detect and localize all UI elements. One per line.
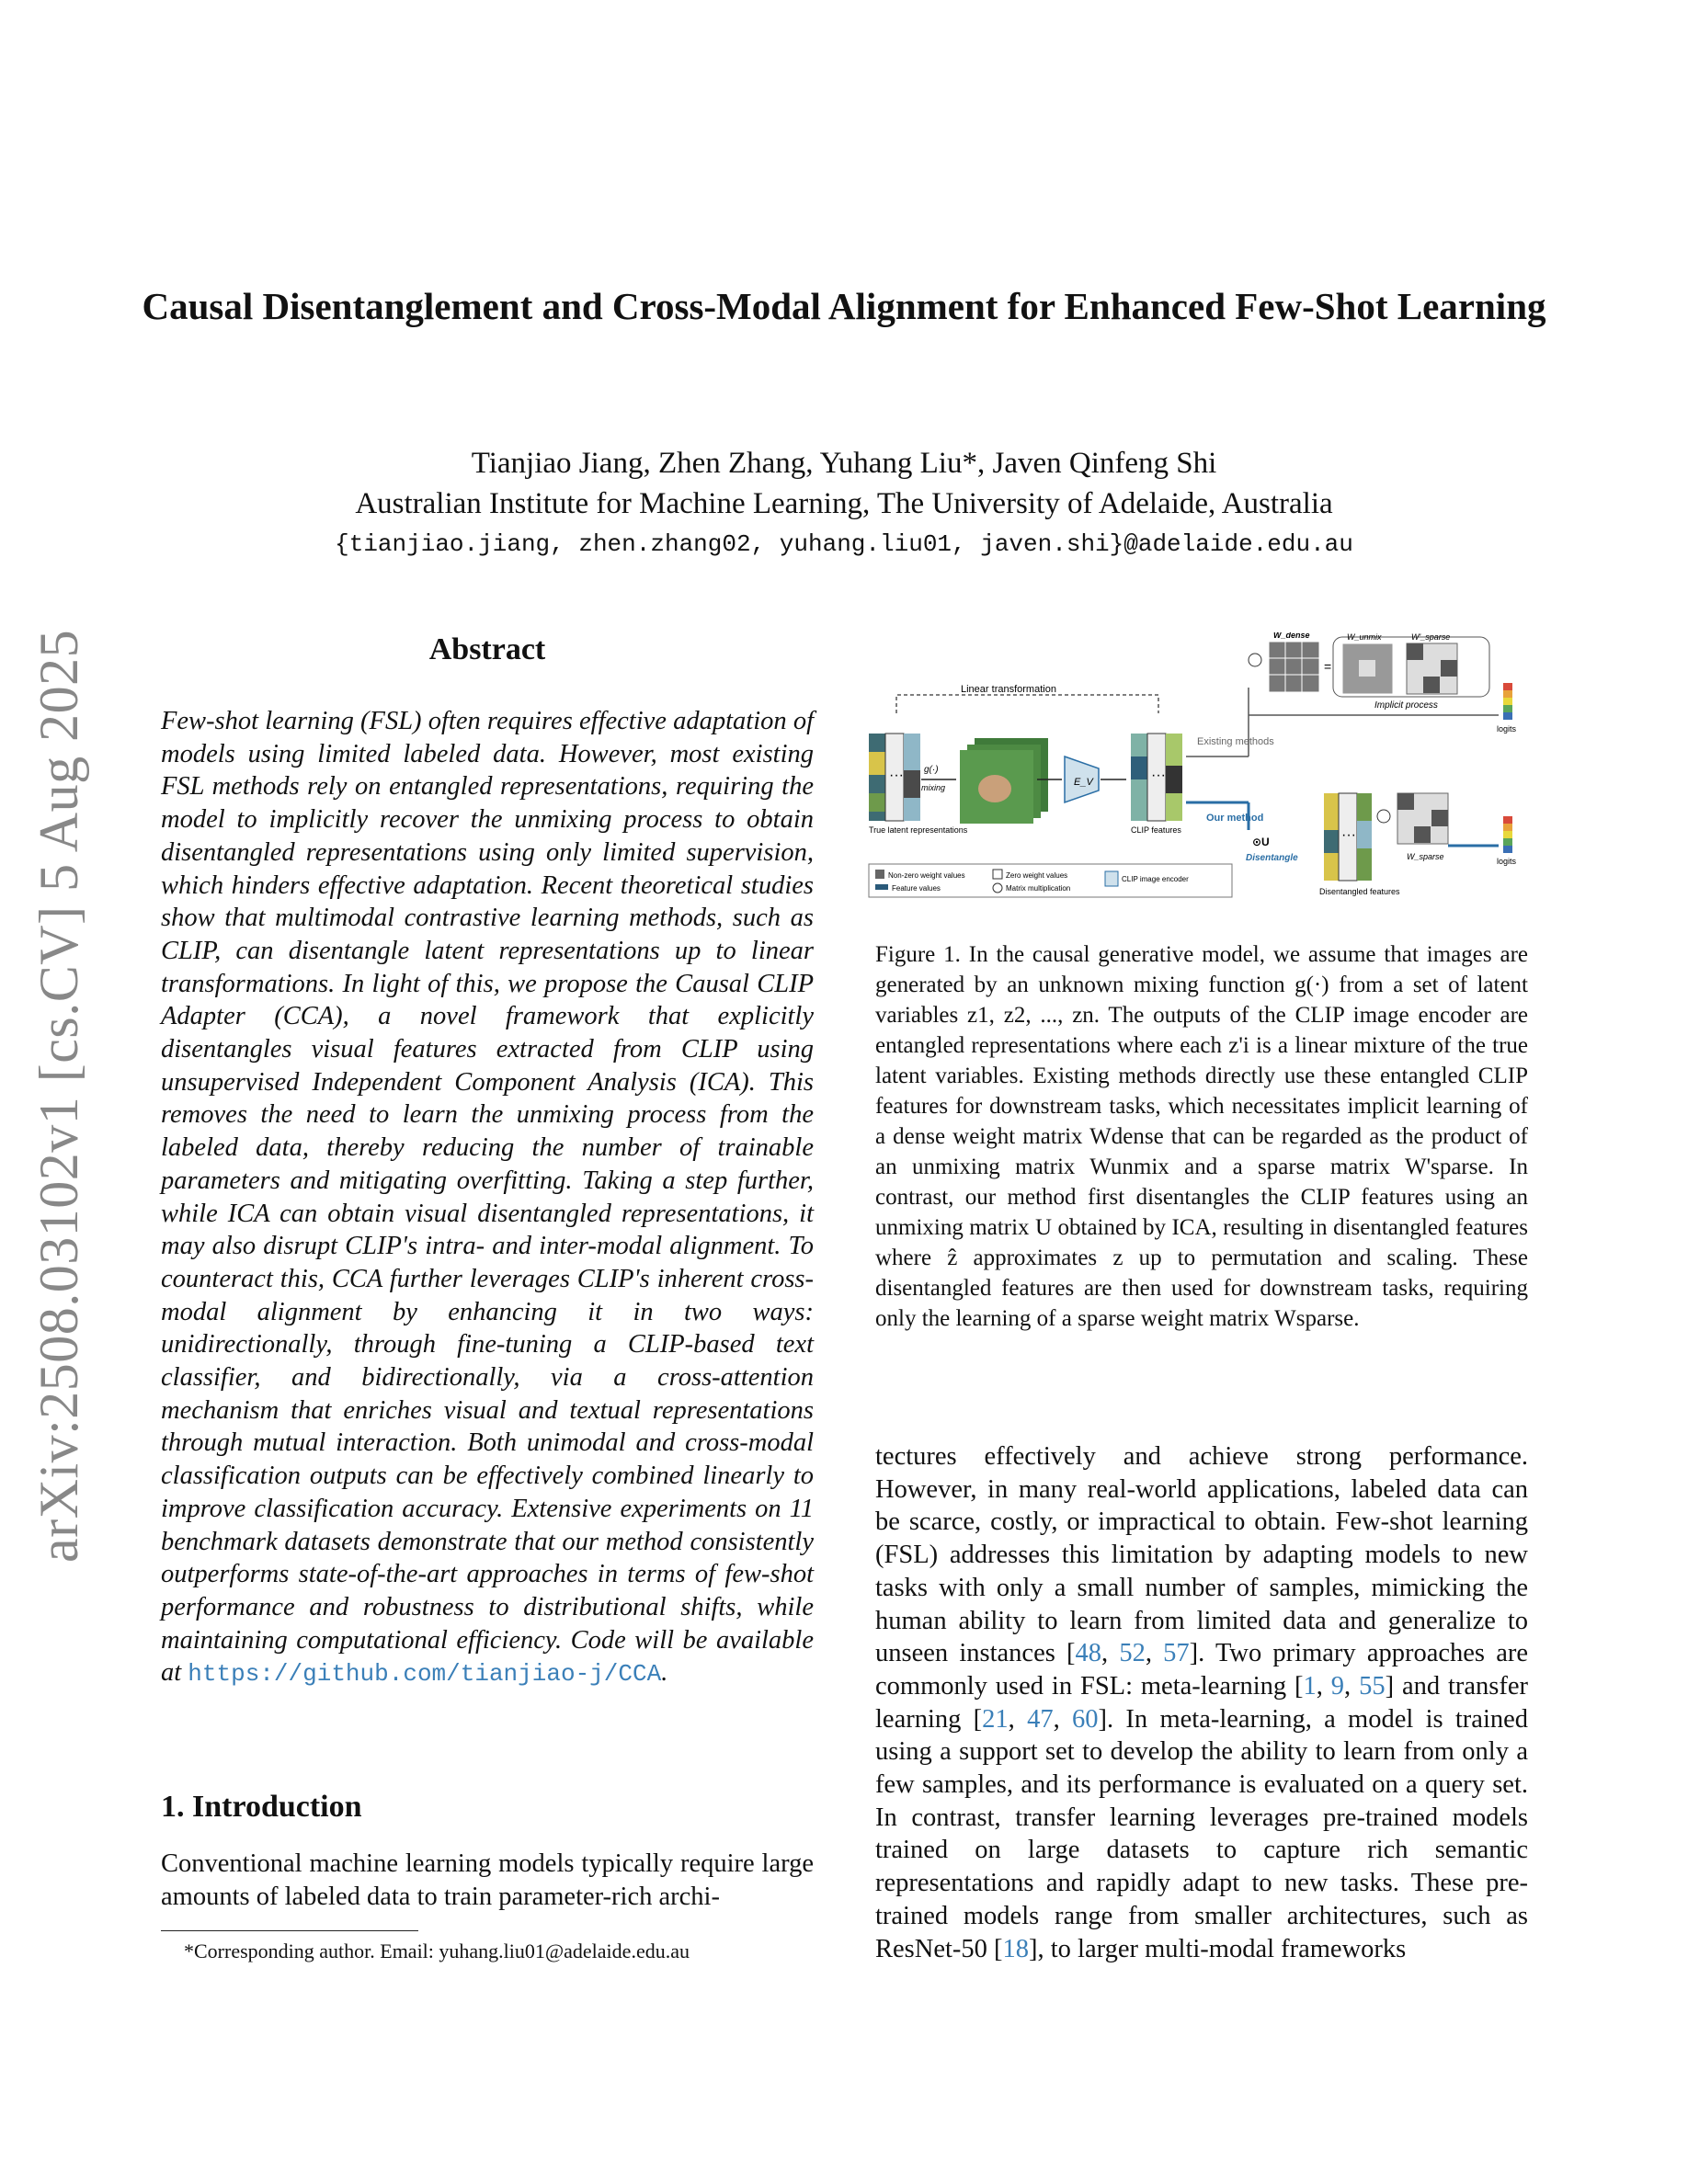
svg-text:Non-zero weight values: Non-zero weight values <box>888 871 965 880</box>
disentangled-features-block <box>1324 793 1372 881</box>
figure-caption: Figure 1. In the causal generative model, we assume that images are generated by an unknown mixing function g(·) from a set of latent variables z1, z2, ..., zn. The outputs of the CLIP image encoder are entangled representations where each z'i is a linear mixture of the true latent variables. Existing methods directly use these entangled CLIP features for downstream tasks, which necessitates implicit learning of a dense weight matrix Wdense that can be regarded as the product of an unmixing matrix Wunmix and a sparse matrix W'sparse. In contrast, our method first disentangles the CLIP features using an unmixing matrix U obtained by ICA, resulting in disentangled features where ẑ approximates z up to permutation and scaling. These disentangled features are then used for downstream tasks, requiring only the learning of a sparse weight matrix Wsparse. <box>875 942 1528 1331</box>
svg-text:Zero weight values: Zero weight values <box>1006 871 1068 880</box>
w-unmix-matrix <box>1342 643 1393 694</box>
emails: {tianjiao.jiang, zhen.zhang02, yuhang.liu01, javen.shi}@adelaide.edu.au <box>335 530 1353 558</box>
svg-text:CLIP image encoder: CLIP image encoder <box>1122 875 1189 883</box>
right-text-1: tectures effectively and achieve strong performance. However, in many real-world applications, labeled data can be scarce, costly, or impractical to obtain. Few-shot learning (FSL) addresses this limitation by adapting models to new tasks with only a small number of samples, mimicking the human ability to learn from limited data and generalize to unseen instances [ <box>875 1442 1528 1668</box>
svg-text:Existing methods: Existing methods <box>1197 736 1274 747</box>
authors: Tianjiao Jiang, Zhen Zhang, Yuhang Liu*, Javen Qinfeng Shi <box>471 447 1217 480</box>
arxiv-stamp: arXiv:2508.03102v1 [cs.CV] 5 Aug 2025 <box>29 629 89 1563</box>
svg-text:W'_sparse: W'_sparse <box>1411 632 1451 642</box>
svg-text:g(·): g(·) <box>924 765 939 775</box>
w-dense-matrix <box>1269 642 1319 692</box>
clip-features-label: CLIP features <box>1131 825 1181 835</box>
citation[interactable]: 18 <box>1002 1934 1030 1963</box>
abstract-heading: Abstract <box>428 632 546 666</box>
w-sparse-matrix <box>1397 793 1448 844</box>
svg-text:logits: logits <box>1497 857 1517 866</box>
citation[interactable]: 60 <box>1072 1704 1099 1734</box>
citation[interactable]: 47 <box>1027 1704 1054 1734</box>
clip-features-block <box>1131 734 1182 821</box>
linear-transformation-label: Linear transformation <box>961 684 1056 695</box>
svg-text:Feature values: Feature values <box>892 884 941 893</box>
true-latent-label: True latent representations <box>869 825 968 835</box>
dog-image <box>960 738 1048 824</box>
svg-text:W_unmix: W_unmix <box>1347 632 1382 642</box>
right-text-3: ] and transfer learning [ <box>875 1671 1529 1734</box>
svg-text:···: ··· <box>1151 768 1166 783</box>
code-link[interactable]: https://github.com/tianjiao-j/CCA <box>188 1660 662 1689</box>
svg-text:···: ··· <box>889 768 904 783</box>
svg-text:=: = <box>1324 659 1332 674</box>
svg-text:W_sparse: W_sparse <box>1407 852 1444 861</box>
svg-text:⊙U: ⊙U <box>1252 836 1270 848</box>
svg-text:E_V: E_V <box>1074 777 1093 788</box>
figure-1 <box>864 632 1531 922</box>
logits-top <box>1503 683 1512 720</box>
footnote: *Corresponding author. Email: yuhang.liu01@adelaide.edu.au <box>184 1939 690 1962</box>
logits-bottom <box>1503 816 1512 853</box>
citation[interactable]: 52 <box>1119 1639 1146 1668</box>
footnote-rule <box>161 1930 418 1931</box>
intro-text: Conventional machine learning models typically require large amounts of labeled data to train parameter-rich archi- <box>161 1849 814 1911</box>
svg-text:Disentangle: Disentangle <box>1246 853 1298 863</box>
citation[interactable]: 55 <box>1359 1671 1386 1701</box>
right-text-2: ]. Two primary approaches are commonly used in FSL: meta-learning [ <box>875 1639 1528 1701</box>
citation[interactable]: 21 <box>982 1704 1009 1734</box>
true-latent-block <box>869 734 920 821</box>
citation[interactable]: 57 <box>1163 1639 1190 1668</box>
right-text-5: ], to larger multi-modal frameworks <box>1029 1934 1407 1963</box>
right-text-4: ]. In meta-learning, a model is trained using a support set to develop the ability to learn from only a few samples, and its performance is evaluated on a query set. In contrast, transfer learning leverages pre-trained models trained on large datasets to capture rich semantic representations and rapidly adapt to new tasks. These pre-trained models range from smaller architectures, such as ResNet-50 [ <box>875 1704 1529 1963</box>
affiliation: Australian Institute for Machine Learning, The University of Adelaide, Australia <box>355 487 1333 520</box>
intro-heading: 1. Introduction <box>161 1790 362 1824</box>
matmul-icon <box>1249 654 1261 666</box>
svg-text:Matrix multiplication: Matrix multiplication <box>1006 884 1071 893</box>
abstract-body: Few-shot learning (FSL) often requires effective adaptation of models using limited labeled data. However, most existing FSL methods rely on entangled representations, requiring the model to implicitly recover the unmixing process to obtain disentangled representations using only limited supervision, which hinders effective adaptation. Recent theoretical studies show that multimodal contrastive learning methods, such as CLIP, can disentangle latent representations up to linear transformations. In light of this, we propose the Causal CLIP Adapter (CCA), a novel framework that explicitly disentangles visual features extracted from CLIP using unsupervised Independent Component Analysis (ICA). This removes the need to learn the unmixing process from the labeled data, thereby reducing the number of trainable parameters and mitigating overfitting. Taking a step further, while ICA can obtain visual disentangled representations, it may also disrupt CLIP's intra- and inter-modal alignment. To counteract this, CCA further leverages CLIP's inherent cross-modal alignment by enhancing it in two ways: unidirectionally, through fine-tuning a CLIP-based text classifier, and bidirectionally, via a cross-attention mechanism that enriches visual and textual representations through mutual interaction. Both unimodal and cross-modal classification outputs can be effectively combined linearly to improve classification accuracy. Extensive experiments on 11 benchmark datasets demonstrate that our method consistently outperforms state-of-the-art approaches in terms of few-shot performance and robustness to distributional shifts, while maintaining computational efficiency. Code will be available at https://github.com/tianjiao-j/CCA. <box>161 707 814 1689</box>
citation[interactable]: 48 <box>1075 1639 1101 1668</box>
citation[interactable]: 9 <box>1330 1671 1345 1701</box>
paper-title: Causal Disentanglement and Cross-Modal Alignment for Enhanced Few-Shot Learning <box>142 285 1546 327</box>
citation[interactable]: 1 <box>1303 1671 1317 1701</box>
svg-text:mixing: mixing <box>921 783 946 792</box>
disentangled-features-label: Disentangled features <box>1319 887 1400 896</box>
svg-text:W_dense: W_dense <box>1273 632 1310 640</box>
w-sparse-prime-matrix <box>1407 643 1457 694</box>
abstract-text: Few-shot learning (FSL) often requires effective adaptation of models using limited labeled data. However, most existing FSL methods rely on entangled representations, requiring the model to implicitly recover the unmixing process to obtain disentangled representations using only limited supervision, which hinders effective adaptation. Recent theoretical studies show that multimodal contrastive learning methods, such as CLIP, can disentangle latent representations up to linear transformations. In light of this, we propose the Causal CLIP Adapter (CCA), a novel framework that explicitly disentangles visual features extracted from CLIP using unsupervised Independent Component Analysis (ICA). This removes the need to learn the unmixing process from the labeled data, thereby reducing the number of trainable parameters and mitigating overfitting. Taking a step further, while ICA can obtain visual disentangled representations, it may also disrupt CLIP's intra- and inter-modal alignment. To counteract this, CCA further leverages CLIP's inherent cross-modal alignment by enhancing it in two ways: unidirectionally, through fine-tuning a CLIP-based text classifier, and bidirectionally, via a cross-attention mechanism that enriches visual and textual representations through mutual interaction. Both unimodal and cross-modal classification outputs can be effectively combined linearly to improve classification accuracy. Extensive experiments on 11 benchmark datasets demonstrate that our method consistently outperforms state-of-the-art approaches in terms of few-shot performance and robustness to distributional shifts, while maintaining computational efficiency. Code will be available at <box>161 707 814 1688</box>
svg-text:Our method: Our method <box>1206 813 1264 824</box>
svg-text:Implicit process: Implicit process <box>1374 700 1438 711</box>
svg-text:logits: logits <box>1497 724 1517 734</box>
intro-right-column: tectures effectively and achieve strong performance. However, in many real-world applications, labeled data can be scarce, costly, or impractical to obtain. Few-shot learning (FSL) addresses this limitation by adapting models to new tasks with only a small number of samples, mimicking the human ability to learn from limited data and generalize to unseen instances [48, 52, 57]. Two primary approaches are commonly used in FSL: meta-learning [1, 9, 55] and transfer learning [21, 47, 60]. In meta-learning, a model is trained using a support set to develop the ability to learn from only a few samples, and its performance is evaluated on a query set. In contrast, transfer learning leverages pre-trained models trained on large datasets to capture rich semantic representations and rapidly adapt to new tasks. These pre-trained models range from smaller architectures, such as ResNet-50 [18], to larger multi-modal frameworks <box>875 1442 1529 1963</box>
svg-text:···: ··· <box>1341 827 1356 843</box>
